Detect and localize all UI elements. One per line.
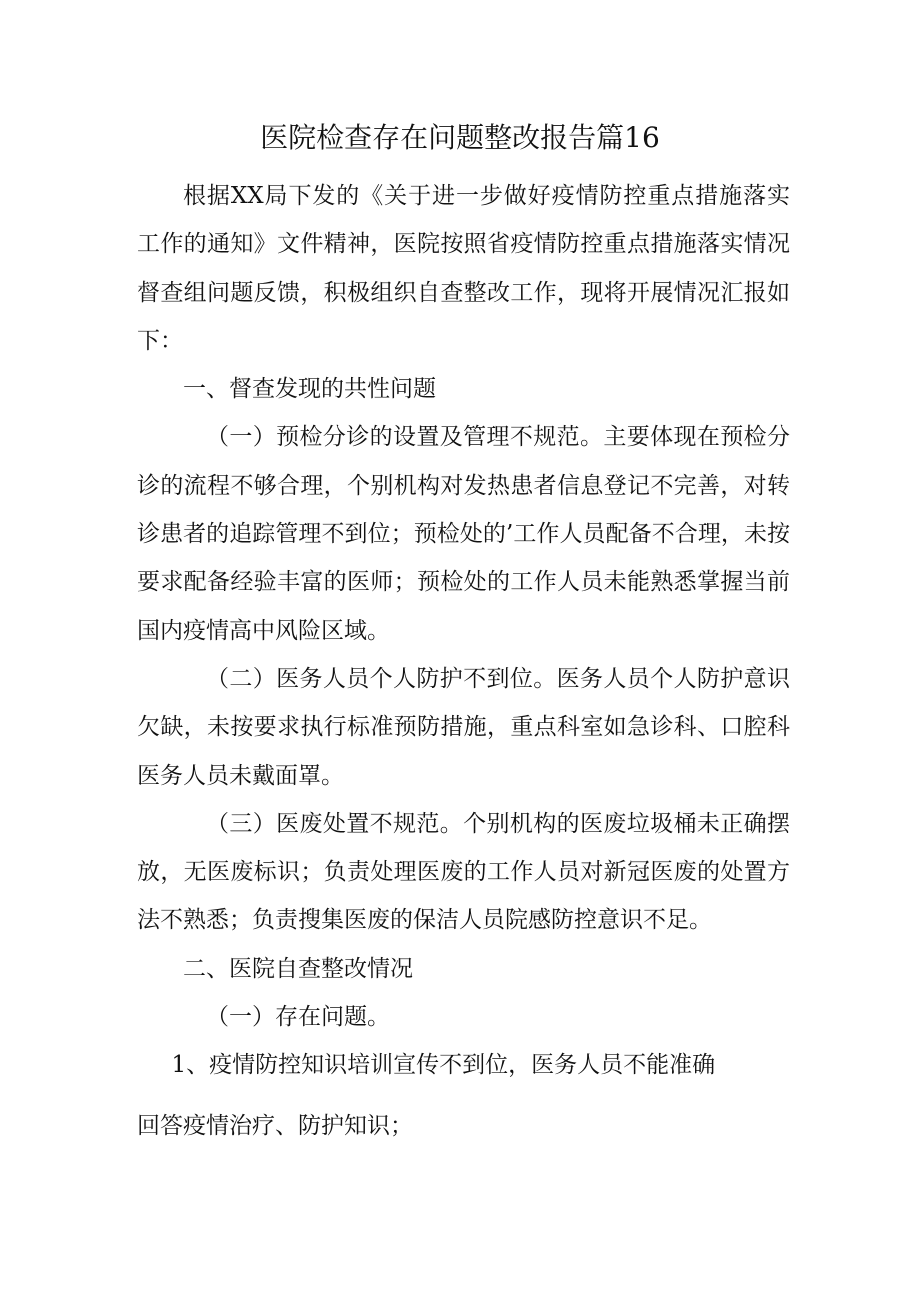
subsection-heading: （一）存在问题。 bbox=[206, 1004, 390, 1031]
list-item-1-continuation: 回答疫情治疗、防护知识； bbox=[137, 1112, 413, 1139]
issue-paragraph-2: （二）医务人员个人防护不到位。医务人员个人防护意识欠缺，未按要求执行标准预防措施，重点科室如急诊科、口腔科医务人员未戴面罩。 bbox=[137, 665, 790, 789]
section-heading-1: 一、督查发现的共性问题 bbox=[183, 376, 436, 403]
list-item-1: 1、疫情防控知识培训宣传不到位，医务人员不能准确 bbox=[171, 1052, 716, 1079]
document-title: 医院检查存在问题整改报告篇16 bbox=[260, 121, 660, 154]
issue-paragraph-1: （一）预检分诊的设置及管理不规范。主要体现在预检分诊的流程不够合理，个别机构对发热患者信息登记不完善，对转诊患者的追踪管理不到位；预检处的’工作人员配备不合理，未按要求配备经验丰富的医师；预检处的工作人员未能熟悉掌握当前国内疫情高中风险区域。 bbox=[137, 424, 790, 644]
document-body bbox=[137, 172, 790, 1150]
intro-paragraph: 根据XX局下发的《关于进一步做好疫情防控重点措施落实工作的通知》文件精神，医院按照省疫情防控重点措施落实情况督查组问题反馈，积极组织自查整改工作，现将开展情况汇报如下： bbox=[137, 183, 790, 354]
issue-paragraph-3: （三）医废处置不规范。个别机构的医废垃圾桶未正确摆放，无医废标识；负责处理医废的工作人员对新冠医废的处置方法不熟悉；负责搜集医废的保洁人员院感防控意识不足。 bbox=[137, 810, 790, 934]
section-heading-2: 二、医院自查整改情况 bbox=[183, 955, 413, 982]
